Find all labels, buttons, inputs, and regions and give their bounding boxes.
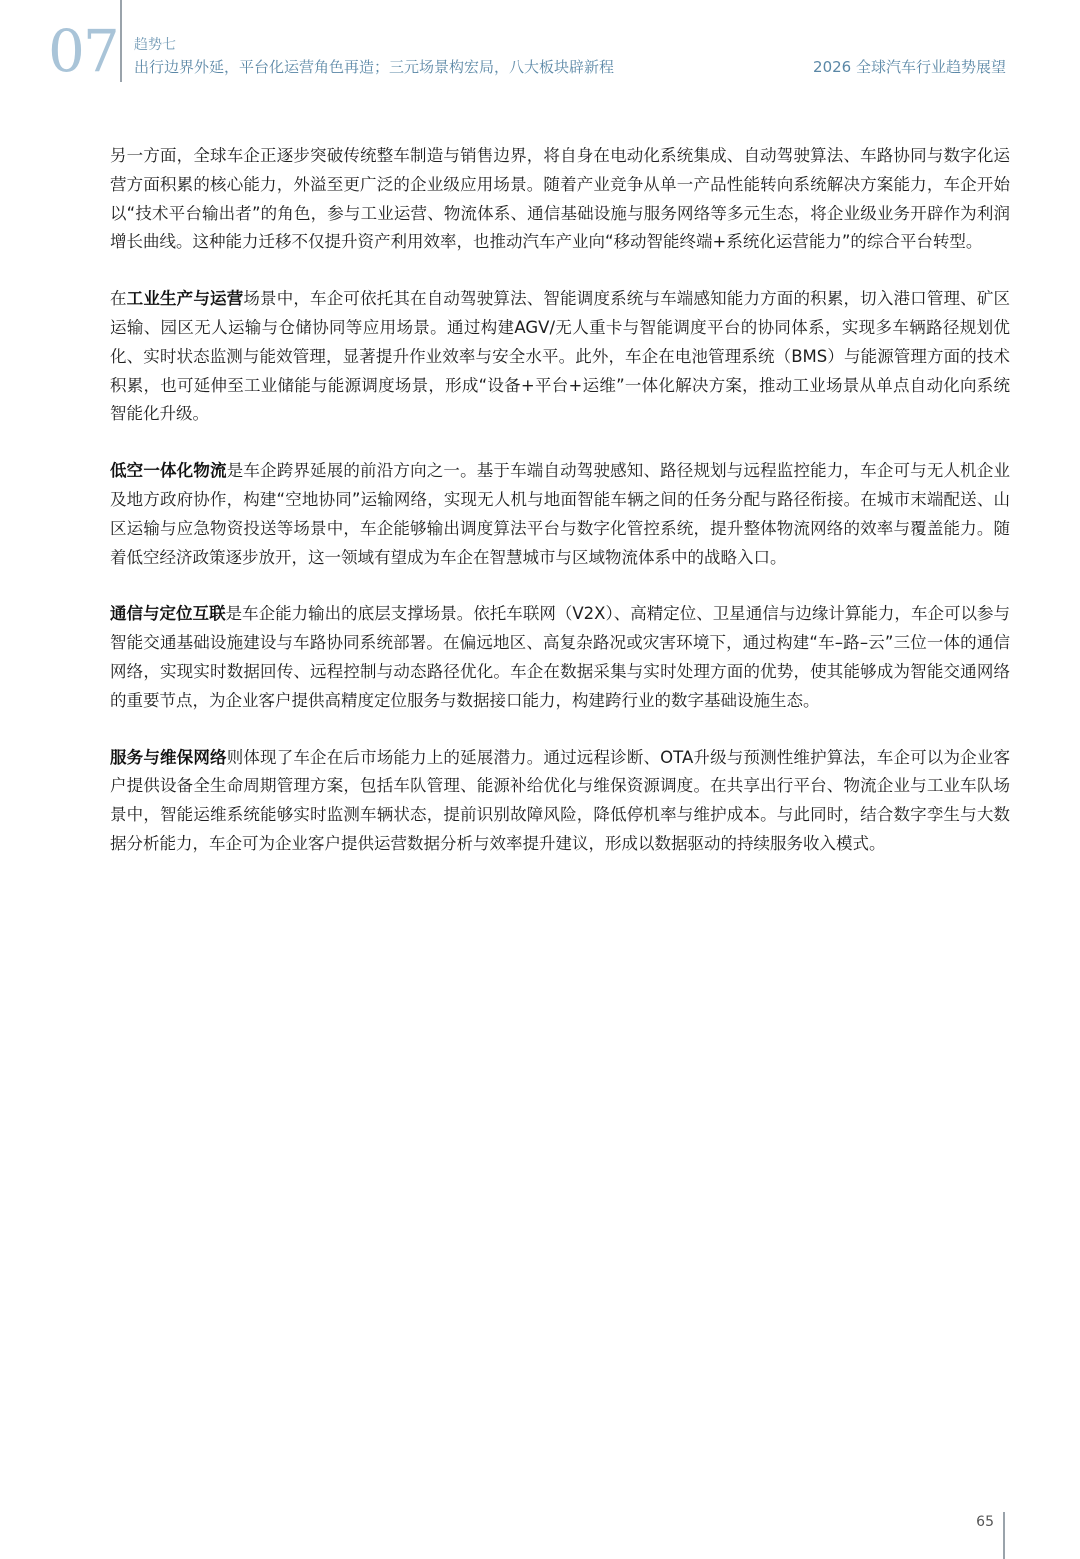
- footer-divider: [1003, 1512, 1005, 1559]
- paragraph-text: 另一方面，全球车企正逐步突破传统整车制造与销售边界，将自身在电动化系统集成、自动驾驶算法、车路协同与数字化运营方面积累的核心能力，外溢至更广泛的企业级应用场景。随着产业竞争从单一产品性能转向系统解决方案能力，车企开始以“技术平台输出者”的角色，参与工业运营、物流体系、通信基础设施与服务网络等多元生态，将企业级业务开辟作为利润增长曲线。这种能力迁移不仅提升资产利用效率，也推动汽车产业向“移动智能终端+系统化运营能力”的综合平台转型。: [110, 146, 1010, 252]
- page-number: 65: [976, 1514, 994, 1530]
- article-body: [110, 142, 1010, 887]
- page-header: [0, 0, 1080, 90]
- chapter-number: 07: [48, 17, 118, 85]
- paragraph-communication-positioning: [110, 600, 1010, 715]
- paragraph-low-altitude-logistics: [110, 457, 1010, 572]
- paragraph-lead-term: 工业生产与运营: [126, 289, 244, 309]
- header-divider: [120, 0, 122, 82]
- paragraph-text: 场景中，车企可依托其在自动驾驶算法、智能调度系统与车端感知能力方面的积累，切入港口管理、矿区运输、园区无人运输与仓储协同等应用场景。通过构建AGV/无人重卡与智能调度平台的协同体系，实现多车辆路径规划优化、实时状态监测与能效管理，显著提升作业效率与安全水平。此外，车企在电池管理系统（BMS）与能源管理方面的技术积累，也可延伸至工业储能与能源调度场景，形成“设备+平台+运维”一体化解决方案，推动工业场景从单点自动化向系统智能化升级。: [110, 289, 1011, 424]
- report-title: 2026 全球汽车行业趋势展望: [813, 58, 1006, 76]
- paragraph-text: 是车企跨界延展的前沿方向之一。基于车端自动驾驶感知、路径规划与远程监控能力，车企可与无人机企业及地方政府协作，构建“空地协同”运输网络，实现无人机与地面智能车辆之间的任务分配与路径衔接。在城市末端配送、山区运输与应急物资投送等场景中，车企能够输出调度算法平台与数字化管控系统，提升整体物流网络的效率与覆盖能力。随着低空经济政策逐步放开，这一领域有望成为车企在智慧城市与区域物流体系中的战略入口。: [110, 461, 1011, 567]
- paragraph-service-maintenance: [110, 744, 1010, 859]
- paragraph-lead-prefix: 在: [110, 289, 127, 309]
- paragraph-lead-term: 通信与定位互联: [110, 604, 226, 624]
- paragraph-industrial: [110, 285, 1010, 429]
- paragraph-lead-term: 低空一体化物流: [110, 461, 227, 481]
- paragraph-lead-term: 服务与维保网络: [110, 747, 227, 767]
- paragraph-intro: [110, 142, 1010, 257]
- section-subtitle: 出行边界外延，平台化运营角色再造；三元场景构宏局，八大板块辟新程: [134, 58, 615, 76]
- paragraph-text: 则体现了车企在后市场能力上的延展潜力。通过远程诊断、OTA升级与预测性维护算法，车企可以为企业客户提供设备全生命周期管理方案，包括车队管理、能源补给优化与维保资源调度。在共享出行平台、物流企业与工业车队场景中，智能运维系统能够实时监测车辆状态，提前识别故障风险，降低停机率与维护成本。与此同时，结合数字孪生与大数据分析能力，车企可为企业客户提供运营数据分析与效率提升建议，形成以数据驱动的持续服务收入模式。: [110, 747, 1010, 853]
- trend-label: 趋势七: [134, 37, 176, 53]
- paragraph-text: 是车企能力输出的底层支撑场景。依托车联网（V2X）、高精定位、卫星通信与边缘计算能力，车企可以参与智能交通基础设施建设与车路协同系统部署。在偏远地区、高复杂路况或灾害环境下，通过构建“车–路–云”三位一体的通信网络，实现实时数据回传、远程控制与动态路径优化。车企在数据采集与实时处理方面的优势，使其能够成为智能交通网络的重要节点，为企业客户提供高精度定位服务与数据接口能力，构建跨行业的数字基础设施生态。: [110, 604, 1011, 710]
